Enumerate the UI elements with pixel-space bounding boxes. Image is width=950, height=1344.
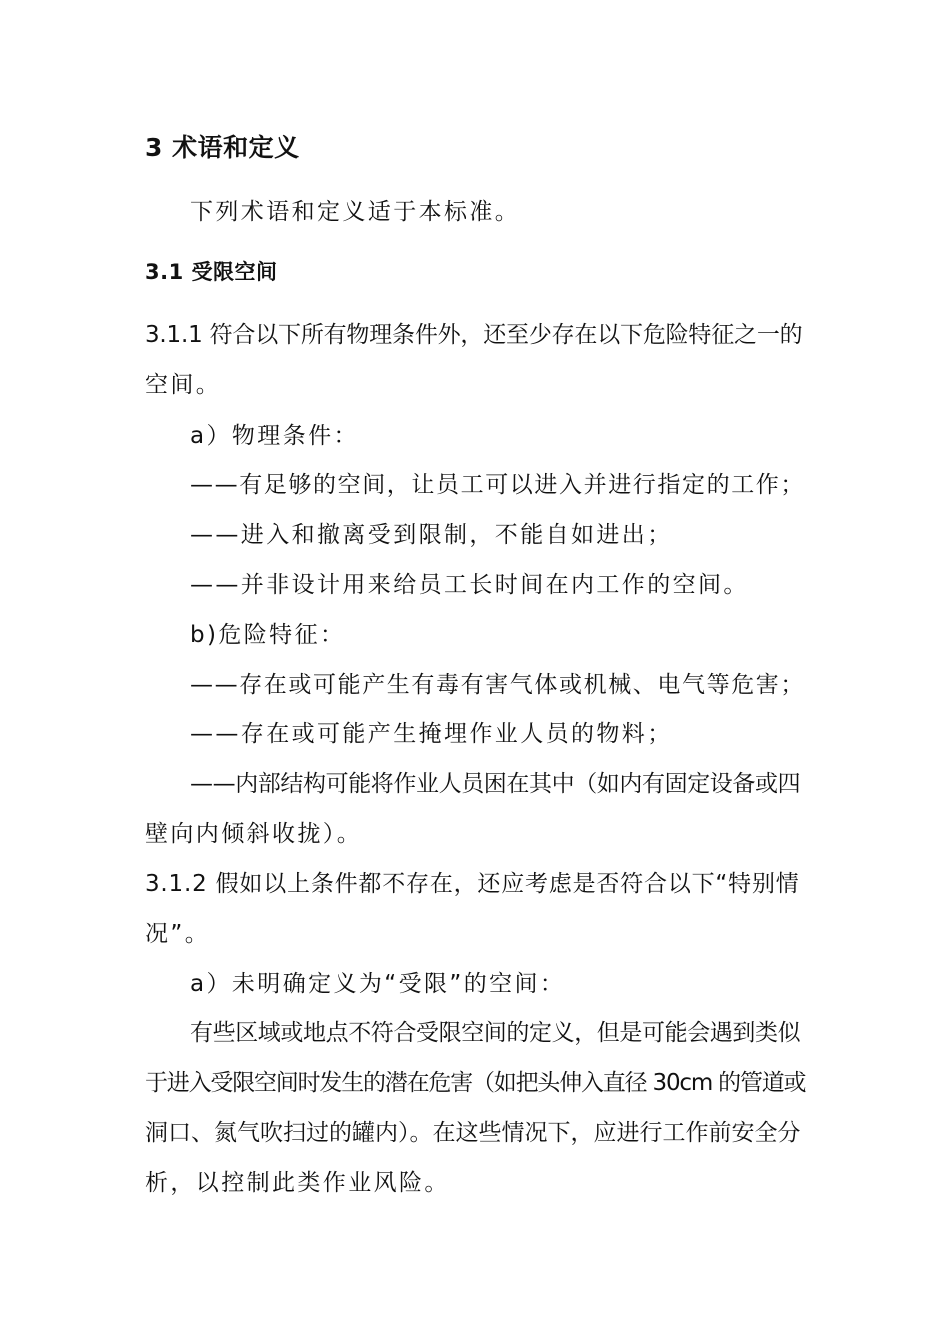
paragraph-line: 洞口、氮气吹扫过的罐内）。在这些情况下，应进行工作前安全分	[145, 1120, 801, 1146]
hazard-features-label: b)危险特征：	[190, 622, 346, 648]
clause-3-1-2-line2: 况”。	[145, 921, 211, 947]
paragraph-line: 有些区域或地点不符合受限空间的定义，但是可能会遇到类似	[190, 1020, 801, 1046]
physical-condition-item: ——进入和撤离受到限制，不能自如进出；	[190, 522, 673, 548]
section-intro: 下列术语和定义适于本标准。	[190, 199, 521, 225]
physical-conditions-label: a）物理条件：	[190, 423, 359, 449]
hazard-feature-item: ——存在或可能产生有毒有害气体或机械、电气等危害；	[190, 672, 805, 698]
physical-condition-item: ——有足够的空间，让员工可以进入并进行指定的工作；	[190, 472, 805, 498]
paragraph-line: 于进入受限空间时发生的潜在危害（如把头伸入直径 30cm 的管道或	[145, 1070, 806, 1096]
hazard-feature-item: ——内部结构可能将作业人员困在其中（如内有固定设备或四	[190, 771, 801, 797]
subsection-heading: 3.1 受限空间	[145, 260, 278, 284]
section-heading: 3 术语和定义	[145, 133, 300, 162]
clause-3-1-1-line1: 3.1.1 符合以下所有物理条件外，还至少存在以下危险特征之一的	[145, 322, 803, 348]
hazard-feature-item-continuation: 壁向内倾斜收拢）。	[145, 821, 363, 847]
clause-3-1-2-line1: 3.1.2 假如以上条件都不存在，还应考虑是否符合以下“特别情	[145, 871, 800, 897]
physical-condition-item: ——并非设计用来给员工长时间在内工作的空间。	[190, 572, 749, 598]
clause-3-1-1-line2: 空间。	[145, 372, 222, 398]
undefined-space-label: a）未明确定义为“受限”的空间：	[190, 971, 566, 997]
hazard-feature-item: ——存在或可能产生掩埋作业人员的物料；	[190, 721, 673, 747]
paragraph-line: 析，以控制此类作业风险。	[145, 1170, 450, 1196]
